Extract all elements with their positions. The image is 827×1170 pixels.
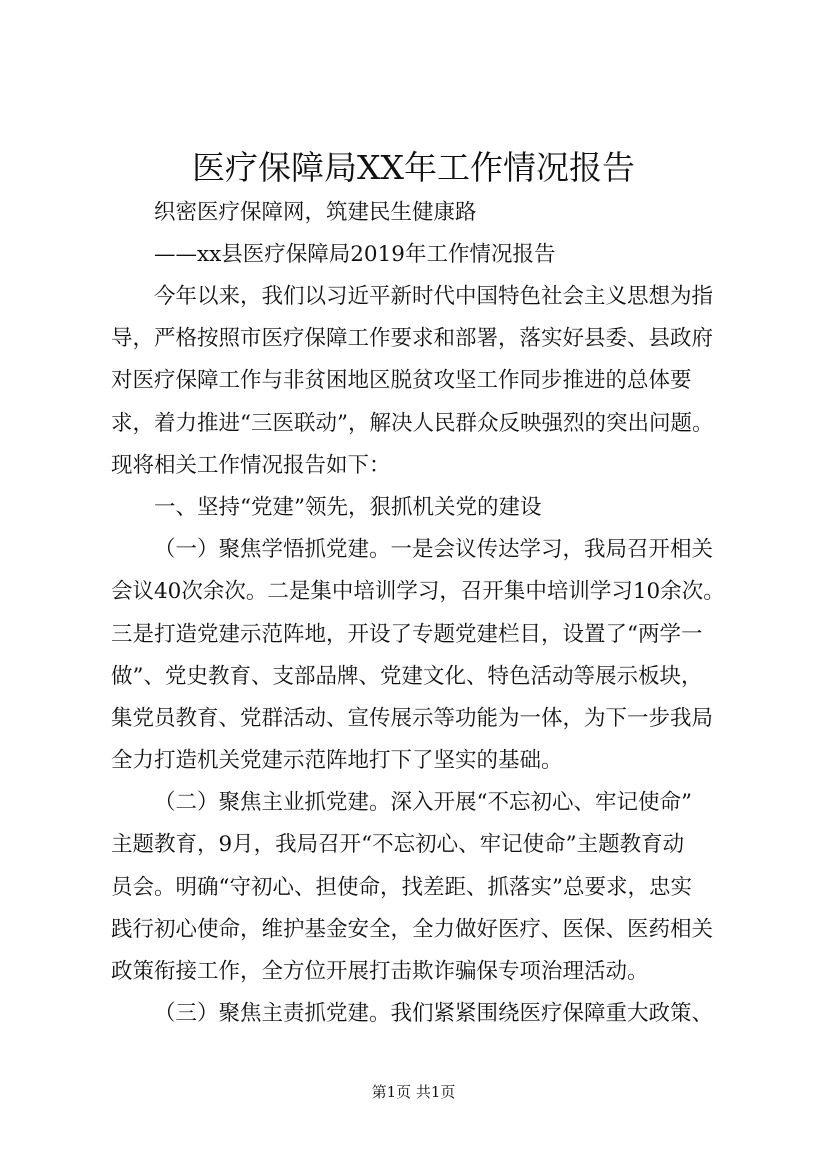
intro-line: 求，着力推进“三医联动”，解决人民群众反映强烈的突出问题。 [111, 411, 714, 436]
paragraph-line: 做”、党史教育、支部品牌、党建文化、特色活动等展示板块， [111, 664, 703, 689]
paragraph-line: 会议40次余次。二是集中培训学习，召开集中培训学习10余次。 [111, 579, 725, 604]
intro-line: 今年以来，我们以习近平新时代中国特色社会主义思想为指 [154, 284, 714, 309]
intro-line: 现将相关工作情况报告如下： [111, 453, 391, 478]
intro-line: 导，严格按照市医疗保障工作要求和部署，落实好县委、县政府 [111, 326, 714, 351]
section-heading: 一、坚持“党建”领先，狠抓机关党的建设 [154, 495, 542, 520]
subtitle: 织密医疗保障网，筑建民生健康路 [154, 200, 477, 225]
paragraph-line: （三）聚焦主责抓党建。我们紧紧围绕医疗保障重大政策、 [154, 1001, 714, 1026]
intro-line: 对医疗保障工作与非贫困地区脱贫攻坚工作同步推进的总体要 [111, 368, 692, 393]
paragraph-line: （二）聚焦主业抓党建。深入开展“不忘初心、牢记使命” [154, 790, 692, 815]
paragraph-line: 集党员教育、党群活动、宣传展示等功能为一体，为下一步我局 [111, 706, 714, 731]
document-title: 医疗保障局XX年工作情况报告 [192, 148, 635, 187]
paragraph-line: 三是打造党建示范阵地，开设了专题党建栏目，设置了“两学一 [111, 622, 703, 647]
paragraph-line: （一）聚焦学悟抓党建。一是会议传达学习，我局召开相关 [154, 537, 714, 562]
paragraph-line: 践行初心使命，维护基金安全，全力做好医疗、医保、医药相关 [111, 917, 714, 942]
paragraph-line: 政策衔接工作，全方位开展打击欺诈骗保专项治理活动。 [111, 959, 649, 984]
paragraph-line: 全力打造机关党建示范阵地打下了坚实的基础。 [111, 748, 563, 773]
paragraph-line: 主题教育，9月，我局召开“不忘初心、牢记使命”主题教育动 [111, 832, 685, 857]
subtitle-report-name: ——xx县医疗保障局2019年工作情况报告 [154, 242, 556, 267]
paragraph-line: 员会。明确“守初心、担使命，找差距、抓落实”总要求，忠实 [111, 875, 692, 900]
page-footer: 第1页 共1页 [371, 1083, 456, 1101]
